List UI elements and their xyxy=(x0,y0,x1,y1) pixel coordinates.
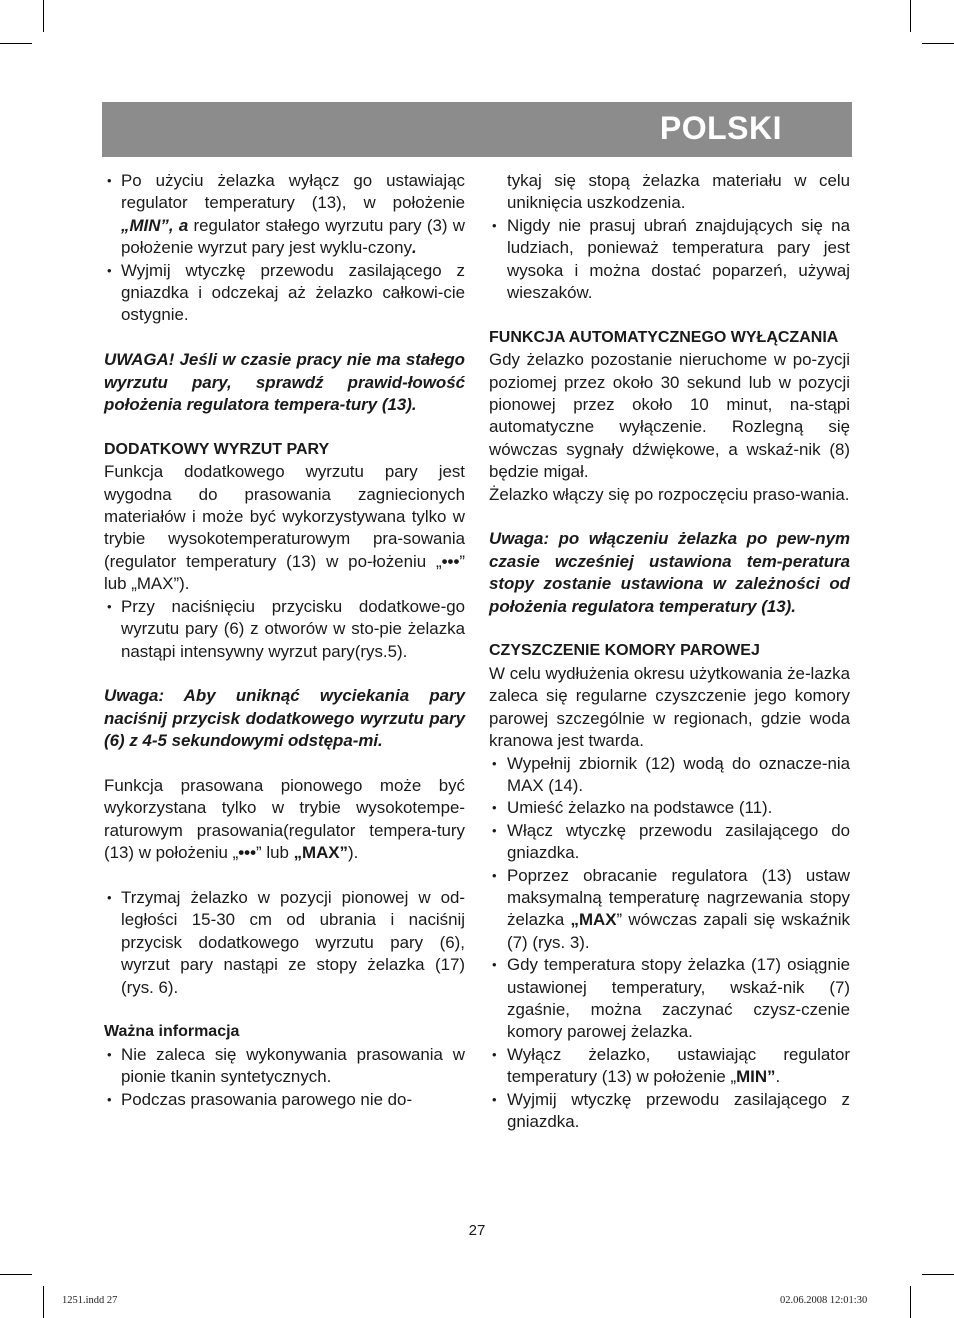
bullet-list xyxy=(104,596,465,663)
print-timestamp: 02.06.2008 12:01:30 xyxy=(780,1295,868,1306)
warning-note: Uwaga: Aby uniknąć wyciekania pary naciśnij przycisk dodatkowego wyrzutu pary (6) z 4-5 sekundowymi odstępa-mi. xyxy=(104,686,465,751)
list-item: • Nie zaleca się wykonywania prasowania w pionie tkanin syntetycznych. xyxy=(104,1044,465,1089)
left-column xyxy=(104,170,465,1111)
language-title: POLSKI xyxy=(659,110,782,146)
right-column xyxy=(489,170,850,1133)
list-item: • Wyjmij wtyczkę przewodu zasilającego z gniazdka. xyxy=(489,1089,850,1134)
crop-mark xyxy=(43,1286,44,1318)
crop-mark xyxy=(0,43,32,44)
warning-note: UWAGA! Jeśli w czasie pracy nie ma stałego wyrzutu pary, sprawdź prawid-łowość położenia regulatora tempera-tury (13). xyxy=(104,350,465,415)
list-item: • Gdy temperatura stopy żelazka (17) osiągnie ustawionej temperatury, wskaź-nik (7) zgaśnie, można zaczynać czysz-czenie komory parowej żelazka. xyxy=(489,954,850,1044)
section-heading: CZYSZCZENIE KOMORY PAROWEJ xyxy=(489,642,760,660)
crop-mark xyxy=(922,43,954,44)
bullet-list xyxy=(104,887,465,999)
crop-mark xyxy=(922,1274,954,1275)
paragraph: Żelazko włączy się po rozpoczęciu praso-wania. xyxy=(489,484,850,504)
warning-note: Uwaga: po włączeniu żelazka po pew-nym czasie wcześniej ustawiona tem-peratura stopy zostanie ustawiona w zależności od położenia regulatora temperatury (13). xyxy=(489,529,850,616)
list-item: • Poprzez obracanie regulatora (13) ustaw maksymalną temperaturę nagrzewania stopy żelazka „MAX” wówczas zapali się wskaźnik (7) (rys. 3). xyxy=(489,865,850,955)
list-item: • Podczas prasowania parowego nie do- xyxy=(104,1089,465,1111)
bullet-list xyxy=(489,170,850,304)
page-number: 27 xyxy=(468,1222,486,1239)
list-item: • Wypełnij zbiornik (12) wodą do oznacze-nia MAX (14). xyxy=(489,753,850,798)
paragraph: Funkcja dodatkowego wyrzutu pary jest wygodna do prasowania zagniecionych materiałów i może być wykorzystywana tylko w trybie wysokotemperaturowym pra-sowania (regulator temperatury (13) w po-łożeniu „•••” lub „MAX”). xyxy=(104,462,465,594)
crop-mark xyxy=(910,1286,911,1318)
section-heading: Ważna informacja xyxy=(104,1023,240,1041)
crop-mark xyxy=(43,0,44,32)
paragraph: W celu wydłużenia okresu użytkowania że-lazka zaleca się regularne czyszczenie jego komory parowej szczególnie w regionach, gdzie woda kranowa jest twarda. xyxy=(489,663,850,751)
paragraph: Gdy żelazko pozostanie nieruchome w po-zycji poziomej przez około 30 sekund lub w pozycji pionowej przez około 10 minut, na-stąpi automatyczne wyłączenie. Rozlegną się wówczas sygnały dźwiękowe, a wskaź-nik (8) będzie migał. xyxy=(489,350,850,482)
crop-mark xyxy=(910,0,911,32)
list-item: • Umieść żelazko na podstawce (11). xyxy=(489,797,850,819)
list-item: • Przy naciśnięciu przycisku dodatkowe-go wyrzutu pary (6) z otworów w sto-pie żelazka nastąpi intensywny wyrzut pary(rys.5). xyxy=(104,596,465,663)
bullet-list xyxy=(104,170,465,327)
paragraph: Funkcja prasowana pionowego może być wykorzystana tylko w trybie wysokotempe-raturowym prasowania(regulator tempera-tury (13) w położeniu „•••” lub „MAX”). xyxy=(104,775,465,863)
section-heading: FUNKCJA AUTOMATYCZNEGO WYŁĄCZANIA xyxy=(489,328,839,346)
file-slug: 1251.indd 27 xyxy=(62,1295,118,1306)
bullet-list xyxy=(489,753,850,1134)
list-item-continuation: tykaj się stopą żelazka materiału w celu uniknięcia uszkodzenia. xyxy=(507,171,850,213)
list-item: • Po użyciu żelazka wyłącz go ustawiając regulator temperatury (13), w położenie „MIN”, a regulator stałego wyrzutu pary (3) w położenie wyrzut pary jest wyklu-czony. xyxy=(104,170,465,260)
list-item: • Włącz wtyczkę przewodu zasilającego do gniazdka. xyxy=(489,820,850,865)
bullet-list xyxy=(104,1044,465,1111)
language-header-bar xyxy=(102,102,852,157)
crop-mark xyxy=(0,1274,32,1275)
list-item: • Wyłącz żelazko, ustawiając regulator temperatury (13) w położenie „MIN”. xyxy=(489,1044,850,1089)
list-item: • Wyjmij wtyczkę przewodu zasilającego z gniazdka i odczekaj aż żelazko całkowi-cie ostygnie. xyxy=(104,260,465,327)
list-item: • Nigdy nie prasuj ubrań znajdujących się na ludziach, ponieważ temperatura pary jest wysoka i można dostać poparzeń, używaj wieszaków. xyxy=(489,215,850,305)
list-item: • Trzymaj żelazko w pozycji pionowej w od-ległości 15-30 cm od ubrania i naciśnij przycisk dodatkowego wyrzutu pary (6), wyrzut pary nastąpi ze stopy żelazka (17) (rys. 6). xyxy=(104,887,465,999)
section-heading: DODATKOWY WYRZUT PARY xyxy=(104,440,330,458)
